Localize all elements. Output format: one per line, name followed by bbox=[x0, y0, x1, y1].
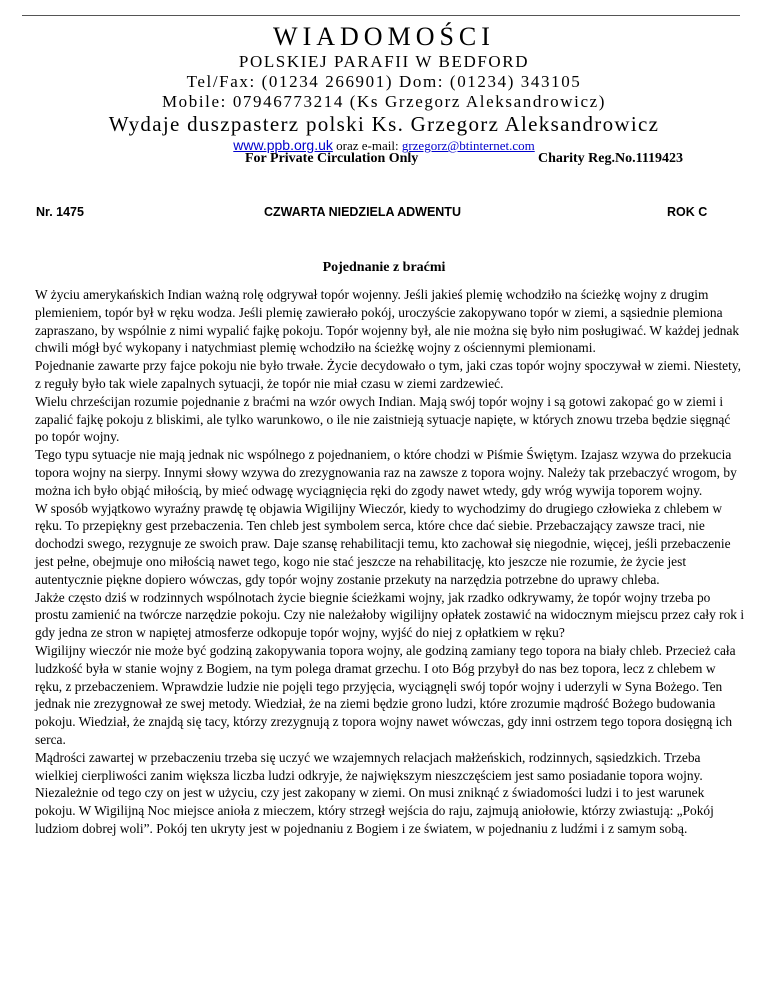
phone-line: Tel/Fax: (01234 266901) Dom: (01234) 343105 bbox=[186, 72, 582, 91]
parish-subtitle: POLSKIEJ PARAFII W BEDFORD bbox=[238, 52, 530, 71]
article-title: Pojednanie z braćmi bbox=[322, 260, 446, 275]
publisher-line: Wydaje duszpasterz polski Ks. Grzegorz Aleksandrowicz bbox=[108, 112, 660, 136]
paragraph: W życiu amerykańskich Indian ważną rolę odgrywał topór wojenny. Jeśli jakieś plemię wchodziło na ścieżkę wojny z drugim plemieniem, topór był w ręku wodza. Jeśli plemię zawierało pokój, uroczyście zakopywano topór w ziemi, a sąsiednie plemiona zapraszano, by wspólnie z nimi wypalić fajkę pokoju. Topór wojenny był, ale nie można się było nim posługiwać. W każdej jednak chwili mógł być wykopany i natychmiast plemię wchodziło na ścieżkę wojny z ościennymi plemionami. bbox=[35, 287, 740, 356]
paragraph: Jakże często dziś w rodzinnych wspólnotach życie biegnie ścieżkami wojny, jak rzadko odkrywamy, że topór wojny trzeba po prostu zamienić na twórcze narzędzie pokoju. Czy nie należałoby wigilijny opłatek zostawić na widocznym miejscu przez cały rok i gdy jedna ze stron w napiętej atmosferze odkopuje topór wojny, wyjść do niej z opłatkiem w ręku? bbox=[35, 589, 745, 641]
charity-number: Charity Reg.No.1119423 bbox=[538, 151, 684, 166]
masthead bbox=[0, 22, 768, 154]
top-divider bbox=[22, 15, 740, 16]
email-prefix: oraz e-mail: bbox=[336, 138, 399, 153]
paragraph: Mądrości zawartej w przebaczeniu trzeba się uczyć we wzajemnych relacjach małżeńskich, rodzinnych, sąsiedzkich. Trzeba wielkiej cierpliwości zanim większa liczba ludzi odkryje, że największym nieszczęściem jest samo posiadanie topora wojny. Niezależnie od tego czy on jest w użyciu, czy jest zakopany w ziemi. On musi zniknąć z świadomości ludzi i to jest warunek pokoju. W Wigilijną Noc miejsce anioła z mieczem, który strzegł wejścia do raju, zajmują aniołowie, którzy zwiastują: „Pokój ludziom dobrej woli”. Pokój ten ukryty jest w pojednaniu z Bogiem i ze światem, w pojednaniu z ludźmi i z samym sobą. bbox=[35, 749, 714, 836]
liturgical-year: ROK C bbox=[667, 205, 708, 219]
paragraph: Pojednanie zawarte przy fajce pokoju nie było trwałe. Życie decydowało o tym, jaki czas topór wojny spoczywał w ziemi. Niestety, z reguły było tak wiele zapalnych sytuacji, że topór nie miał czasu w ziemi zardzewieć. bbox=[35, 358, 741, 391]
mobile-line: Mobile: 07946773214 (Ks Grzegorz Aleksandrowicz) bbox=[161, 92, 607, 111]
article-body bbox=[35, 286, 745, 838]
issue-number: Nr. 1475 bbox=[36, 205, 84, 219]
paragraph: Wielu chrześcijan rozumie pojednanie z braćmi na wzór owych Indian. Mają swój topór wojny i są gotowi zakopać go w ziemi i zapalić fajkę pokoju z bliskimi, ale tylko warunkowo, o ile nie zaistnieją sytuacje napięte, w których znowu trzeba będzie sięgnąć po topór wojny. bbox=[35, 393, 731, 445]
liturgical-sunday: CZWARTA NIEDZIELA ADWENTU bbox=[264, 205, 461, 219]
newsletter-title: WIADOMOŚCI bbox=[273, 22, 495, 51]
private-circulation-note: For Private Circulation Only bbox=[245, 151, 419, 166]
email-link[interactable]: grzegorz@btinternet.com bbox=[401, 138, 535, 153]
paragraph: Tego typu sytuacje nie mają jednak nic wspólnego z pojednaniem, o które chodzi w Piśmie Świętym. Izajasz wzywa do przekucia topora wojny na sierpy. Innymi słowy wzywa do zrezygnowania raz na zawsze z topora wojny. Należy tak przebaczyć wrogom, by można ich było objąć miłością, by mieć odwagę wyciągnięcia ręki do zgody nawet wtedy, gdy wróg wywija toporem wojny. bbox=[35, 447, 737, 498]
paragraph: Wigilijny wieczór nie może być godziną zakopywania topora wojny, ale godziną zamiany tego topora na biały chleb. Przecież cała ludzkość była w stanie wojny z Bogiem, na tym polega dramat grzechu. I oto Bóg przybył do nas bez topora, lecz z chlebem w ręku, z przebaczeniem. Wprawdzie ludzie nie pojęli tego przyjęcia, wyciągnęli swój topór wojny i uderzyli w Syna Bożego. Ten jednak nie zrezygnował ze swej metody. Wiedział, że na ziemi będzie grono ludzi, które zrozumie mądrość Bożego budowania pokoju. Wiedział, że znajdą się tacy, którzy zrezygnują z topora wojny nawet wówczas, gdy inni ostrzem tego topora dosięgną ich serca. bbox=[35, 642, 736, 747]
website-link[interactable]: www.ppb.org.uk bbox=[233, 137, 333, 153]
paragraph: W sposób wyjątkowo wyraźny prawdę tę objawia Wigilijny Wieczór, kiedy to wychodzimy do drugiego człowieka z chlebem w ręku. To przepiękny gest przebaczenia. Ten chleb jest symbolem serca, które chce dać siebie. Przebaczający zawsze traci, nie dochodzi swego, rezygnuje ze swoich praw. Daje szansę rehabilitacji temu, kto zachował się niegodnie, więcej, jeśli przebaczenie jest pełne, obejmuje ono miłością nawet tego, kogo nie stać jeszcze na rehabilitację, kto jeszcze nie rozumie, że życie jest autentycznie piękne dopiero wówczas, gdy topór wojny zostanie przekuty na narzędzia potrzebne do uprawy chleba. bbox=[35, 500, 731, 587]
